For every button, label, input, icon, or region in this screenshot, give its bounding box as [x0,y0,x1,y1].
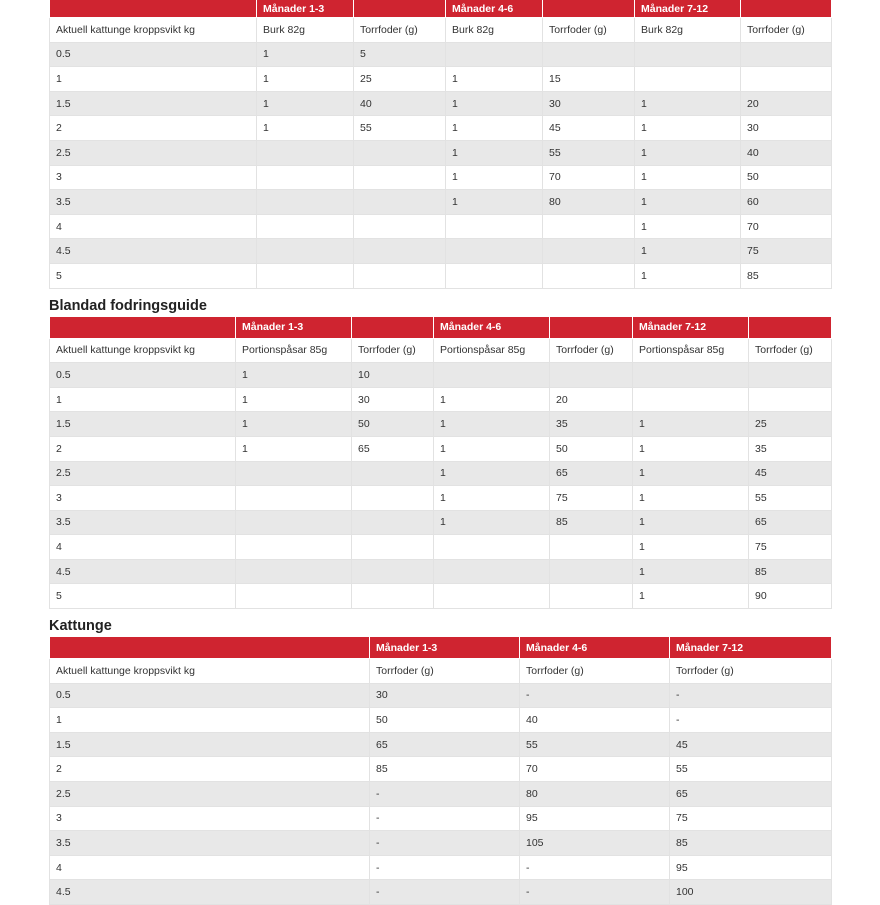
table-row-cell: 1 [434,436,550,461]
table-row-cell [257,190,354,215]
table-row-cell: 100 [670,880,832,905]
table-row-cell: 50 [741,165,832,190]
table-row-cell: 1.5 [50,412,236,437]
table-row [50,239,832,264]
month-header-row-cell [749,317,832,339]
table-row-cell: 35 [550,412,633,437]
table-row-cell [446,239,543,264]
table-row-cell: 1 [434,510,550,535]
table-row-cell: 4 [50,855,370,880]
table-row-cell: 1 [434,412,550,437]
table-row-cell: 80 [543,190,635,215]
table-row-cell: - [670,683,832,708]
table-row-cell: - [520,855,670,880]
table-row-cell [257,239,354,264]
table-row-cell: 40 [520,708,670,733]
month-header-row-cell: Månader 7-12 [670,637,832,659]
table-row-cell [236,559,352,584]
table-row-cell: 1.5 [50,732,370,757]
table-row-cell: 3.5 [50,831,370,856]
month-header-row-cell [352,317,434,339]
table-row [50,855,832,880]
table-row-cell [749,387,832,412]
table-row-cell: 2 [50,436,236,461]
table-row-cell: 2.5 [50,782,370,807]
column-header-row-cell: Burk 82g [635,18,741,43]
month-header-row-cell: Månader 7-12 [633,317,749,339]
table-row-cell [236,486,352,511]
table-row-cell: 0.5 [50,363,236,388]
table-row-cell: 55 [670,757,832,782]
table-row-cell [446,42,543,67]
table-row-cell [550,584,633,609]
table-row-cell [550,363,633,388]
table-row-cell [354,214,446,239]
table-row-cell: 85 [370,757,520,782]
table-row [50,806,832,831]
column-header-row-cell: Portionspåsar 85g [633,338,749,363]
table-row-cell: 4 [50,535,236,560]
column-header-row-cell: Torrfoder (g) [741,18,832,43]
table-row-cell: 1 [434,461,550,486]
table-row [50,91,832,116]
table-row [50,412,832,437]
table-row-cell: 1 [446,116,543,141]
table-row-cell: 1 [236,387,352,412]
table-row [50,757,832,782]
table-row-cell [543,239,635,264]
column-header-row [50,338,832,363]
column-header-row-cell: Torrfoder (g) [352,338,434,363]
table-row-cell: 85 [550,510,633,535]
table-row-cell: 65 [749,510,832,535]
table-row [50,363,832,388]
table-row-cell [446,214,543,239]
month-header-row-cell: Månader 4-6 [446,0,543,18]
table-row-cell: 85 [749,559,832,584]
table-row-cell [550,535,633,560]
table-row-cell: 45 [670,732,832,757]
table-row-cell: 1 [50,67,257,92]
table-row-cell [352,584,434,609]
table-row-cell: 2.5 [50,140,257,165]
table-row-cell: 25 [749,412,832,437]
table-row-cell: - [370,806,520,831]
table-row-cell: 1 [633,510,749,535]
table-row-cell [434,584,550,609]
table-row-cell: 1 [635,140,741,165]
table-row-cell: 0.5 [50,42,257,67]
column-header-row-cell: Burk 82g [446,18,543,43]
table-row-cell [352,510,434,535]
column-header-row-cell: Torrfoder (g) [543,18,635,43]
table-row [50,486,832,511]
month-header-row-cell: Månader 1-3 [370,637,520,659]
month-header-row-cell: Månader 4-6 [520,637,670,659]
table-row-cell: 1 [633,412,749,437]
table-row-cell: 1 [446,91,543,116]
table-row-cell: - [370,831,520,856]
table-row-cell: 50 [550,436,633,461]
table-row-cell: 30 [370,683,520,708]
month-header-row [50,637,832,659]
table-row-cell: 70 [520,757,670,782]
table-row-cell: 3.5 [50,190,257,215]
table-row-cell [434,535,550,560]
table-row-cell: - [370,782,520,807]
table-row-cell: 1 [434,387,550,412]
feeding-guide-page [49,0,831,905]
table-row-cell: 65 [670,782,832,807]
table-row-cell: 1 [236,363,352,388]
table-row-cell [354,165,446,190]
table-row-cell [236,584,352,609]
table-row-cell: 1 [633,584,749,609]
table-row [50,67,832,92]
mixed-feeding-table [49,317,832,610]
table-row-cell: 1 [635,165,741,190]
table-row-cell: 1 [633,436,749,461]
table-row-cell: - [370,855,520,880]
table-row-cell: - [520,683,670,708]
table-row-cell: 55 [749,486,832,511]
table-row-cell [633,363,749,388]
table-row [50,263,832,288]
table-row-cell: 40 [741,140,832,165]
table-row-cell: 3.5 [50,510,236,535]
table-row-cell: 55 [520,732,670,757]
table-row [50,214,832,239]
month-header-row-cell [543,0,635,18]
table-row-cell: 90 [749,584,832,609]
table-row-cell: 55 [543,140,635,165]
table-row [50,831,832,856]
table-row-cell: 65 [352,436,434,461]
table-row-cell: 105 [520,831,670,856]
table-row-cell [354,263,446,288]
column-header-row-cell: Aktuell kattunge kroppsvikt kg [50,338,236,363]
table-row-cell: 95 [670,855,832,880]
table-row-cell [434,363,550,388]
table-row [50,708,832,733]
table-row-cell: 20 [741,91,832,116]
column-header-row [50,659,832,684]
table-row [50,584,832,609]
table-row-cell: 75 [550,486,633,511]
column-header-row-cell: Aktuell kattunge kroppsvikt kg [50,659,370,684]
table-row [50,510,832,535]
table-row-cell: 1 [50,708,370,733]
table-row-cell: 4.5 [50,880,370,905]
table-row-cell [434,559,550,584]
table-row-cell: 85 [741,263,832,288]
table-row-cell: 2 [50,757,370,782]
column-header-row [50,18,832,43]
table-row [50,461,832,486]
table-row-cell: 35 [749,436,832,461]
table-row [50,683,832,708]
column-header-row-cell: Torrfoder (g) [370,659,520,684]
table-row-cell [257,140,354,165]
table-row-cell: 10 [352,363,434,388]
table-row-cell [635,42,741,67]
table-row-cell: 3 [50,165,257,190]
table-row-cell: 85 [670,831,832,856]
table-row-cell: 65 [370,732,520,757]
month-header-row-cell: Månader 4-6 [434,317,550,339]
table-row-cell: 1 [635,91,741,116]
month-header-row-cell [354,0,446,18]
table-row-cell: 1 [633,486,749,511]
month-header-row [50,317,832,339]
table-row-cell [749,363,832,388]
table-row-cell [236,461,352,486]
table-row-cell: - [520,880,670,905]
table-row-cell: 50 [370,708,520,733]
table-row-cell: 1 [50,387,236,412]
table-row-cell: 1 [257,116,354,141]
table-row [50,190,832,215]
table-row-cell: 3 [50,486,236,511]
table-row-cell: 1 [257,42,354,67]
table-row-cell: 45 [749,461,832,486]
table-row-cell: 3 [50,806,370,831]
table-row-cell: 4.5 [50,239,257,264]
table-row-cell: 30 [352,387,434,412]
table-row [50,140,832,165]
table-row-cell: 2.5 [50,461,236,486]
table-row-cell: 1 [257,91,354,116]
table-row-cell [352,535,434,560]
table-row-cell: 50 [352,412,434,437]
table-row [50,436,832,461]
table-row-cell: 1 [633,535,749,560]
table-row-cell: 25 [354,67,446,92]
table-row-cell: 1 [633,559,749,584]
table-row-cell: 1 [635,116,741,141]
table-row-cell: 1 [635,214,741,239]
column-header-row-cell: Torrfoder (g) [520,659,670,684]
table-row-cell [741,42,832,67]
column-header-row-cell: Torrfoder (g) [749,338,832,363]
column-header-row-cell: Portionspåsar 85g [236,338,352,363]
table-row-cell [236,535,352,560]
table-row-cell [236,510,352,535]
table-row-cell: 1 [236,412,352,437]
table-row-cell [257,214,354,239]
table-row-cell: 1 [635,263,741,288]
table-row-cell: 1.5 [50,91,257,116]
table-row-cell: 5 [354,42,446,67]
month-header-row-cell: Månader 7-12 [635,0,741,18]
table-row [50,782,832,807]
table-row-cell: 60 [741,190,832,215]
column-header-row-cell: Torrfoder (g) [670,659,832,684]
table-row-cell [633,387,749,412]
table-row-cell: 1 [635,190,741,215]
table-row-cell: 15 [543,67,635,92]
wet-food-feeding-table [49,0,832,289]
table-row-cell: 65 [550,461,633,486]
table-row-cell [352,486,434,511]
table-row-cell [352,559,434,584]
table-row [50,535,832,560]
table-row-cell: 1 [446,165,543,190]
table-row-cell [543,263,635,288]
table-row-cell: 80 [520,782,670,807]
table-row-cell [550,559,633,584]
table-row-cell [543,214,635,239]
table-row [50,732,832,757]
month-header-row-cell: Månader 1-3 [236,317,352,339]
table-row-cell: 75 [749,535,832,560]
month-header-row-cell: Månader 1-3 [257,0,354,18]
table-row-cell: 1 [236,436,352,461]
table-row-cell [257,165,354,190]
table-row-cell: 4.5 [50,559,236,584]
table-row-cell: 75 [670,806,832,831]
table-row-cell: 1 [446,190,543,215]
table-row-cell [635,67,741,92]
kitten-title: Kattunge [49,618,112,635]
table-row-cell: 70 [543,165,635,190]
kitten-dry-food-table [49,637,832,905]
table-row-cell: 5 [50,263,257,288]
month-header-row-cell [50,0,257,18]
table-row-cell [354,239,446,264]
table-row-cell: 1 [257,67,354,92]
table-row-cell [543,42,635,67]
column-header-row-cell: Torrfoder (g) [354,18,446,43]
table-row-cell: 1 [635,239,741,264]
table-row-cell: 20 [550,387,633,412]
table-row [50,165,832,190]
table-row-cell: 45 [543,116,635,141]
month-header-row [50,0,832,18]
table-row-cell: 55 [354,116,446,141]
table-row-cell: - [670,708,832,733]
table-row-cell: 40 [354,91,446,116]
column-header-row-cell: Portionspåsar 85g [434,338,550,363]
table-row [50,559,832,584]
table-row-cell [257,263,354,288]
column-header-row-cell: Aktuell kattunge kroppsvikt kg [50,18,257,43]
table-row-cell: 4 [50,214,257,239]
table-row-cell: 70 [741,214,832,239]
table-row [50,387,832,412]
table-row-cell: 1 [446,140,543,165]
table-row-cell: 5 [50,584,236,609]
table-row-cell: 30 [543,91,635,116]
table-row-cell: 0.5 [50,683,370,708]
table-row [50,116,832,141]
month-header-row-cell [550,317,633,339]
table-row-cell [352,461,434,486]
column-header-row-cell: Burk 82g [257,18,354,43]
table-row-cell: 75 [741,239,832,264]
table-row-cell [446,263,543,288]
table-row-cell [354,140,446,165]
month-header-row-cell [50,317,236,339]
month-header-row-cell [741,0,832,18]
table-row-cell: 1 [434,486,550,511]
table-row-cell: 2 [50,116,257,141]
table-row-cell: - [370,880,520,905]
table-row-cell: 1 [633,461,749,486]
table-row [50,880,832,905]
table-row [50,42,832,67]
table-row-cell: 30 [741,116,832,141]
mixed-feeding-guide-title: Blandad fodringsguide [49,297,207,314]
table-row-cell [354,190,446,215]
month-header-row-cell [50,637,370,659]
table-row-cell: 95 [520,806,670,831]
column-header-row-cell: Torrfoder (g) [550,338,633,363]
table-row-cell: 1 [446,67,543,92]
table-row-cell [741,67,832,92]
